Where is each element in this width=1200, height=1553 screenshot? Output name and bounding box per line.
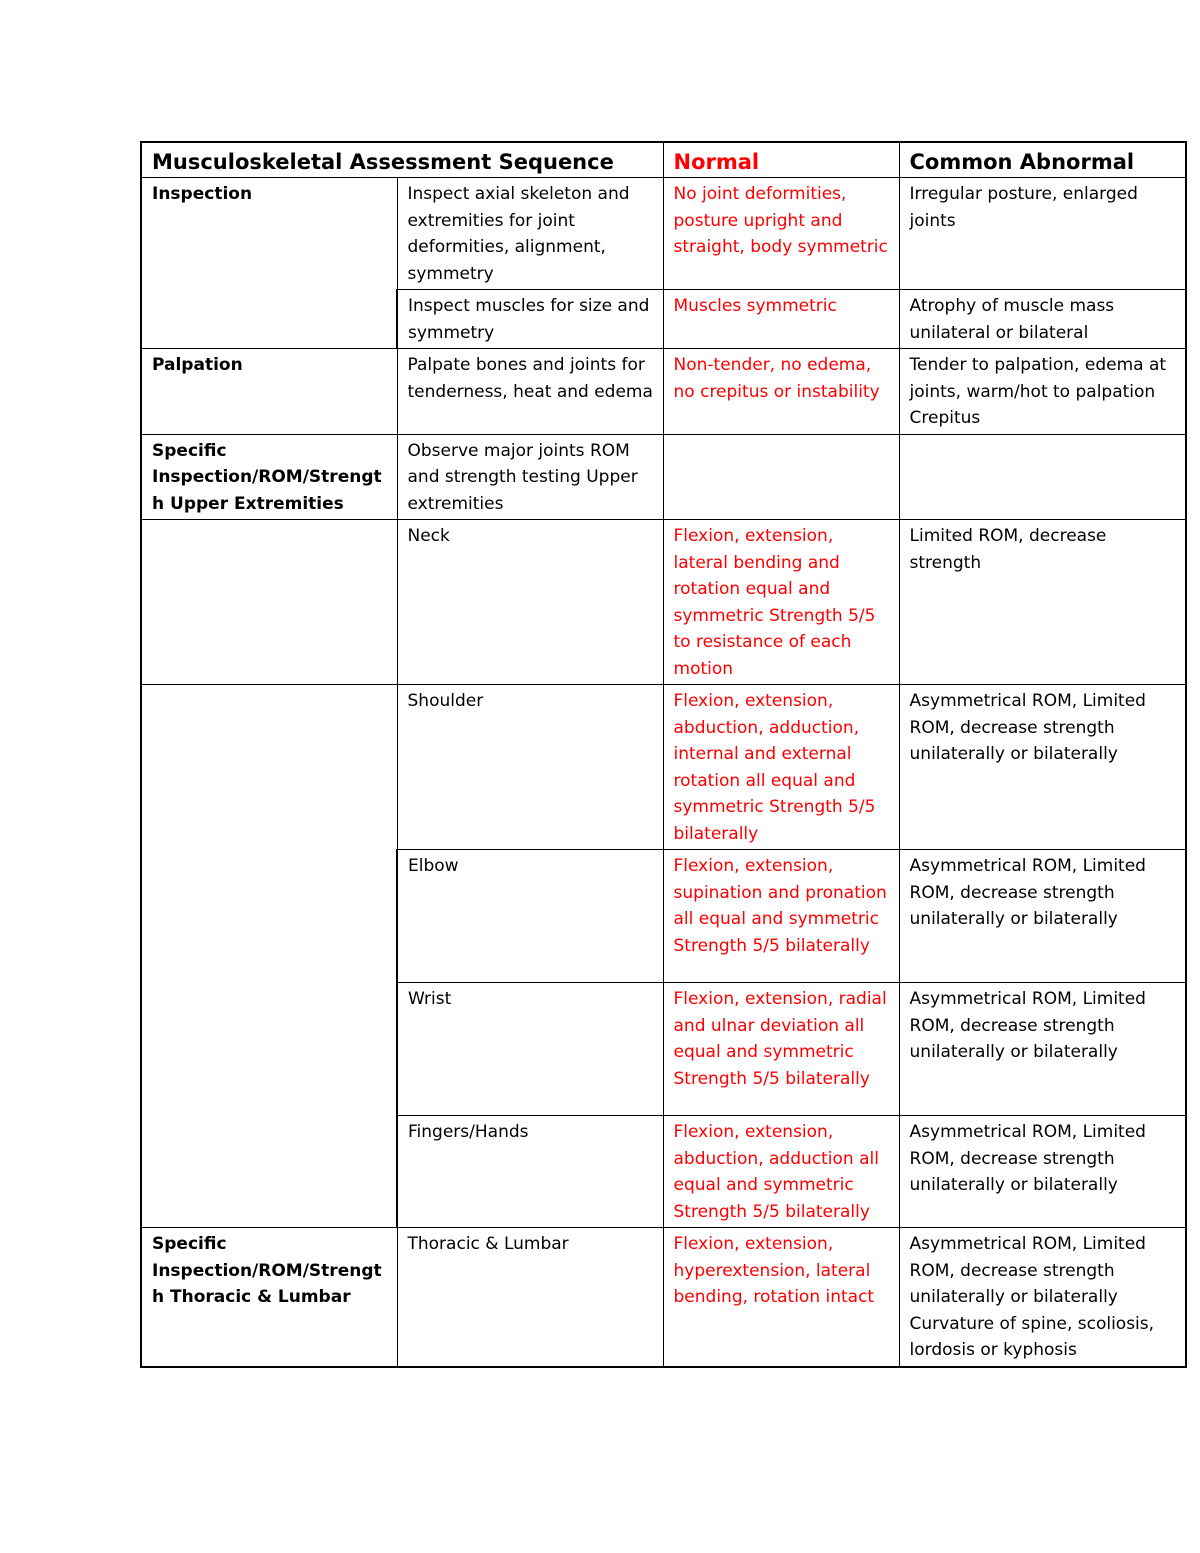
procedure-cell: Wrist bbox=[397, 983, 663, 1116]
section-label-palpation: Palpation bbox=[141, 349, 397, 435]
abnormal-cell: Asymmetrical ROM, Limited ROM, decrease strength unilaterally or bilaterally bbox=[899, 1116, 1186, 1228]
header-abnormal: Common Abnormal bbox=[899, 142, 1186, 178]
section-label-thoracic-lumbar: Specific Inspection/ROM/Strength Thoracic & Lumbar bbox=[141, 1228, 397, 1367]
procedure-cell: Observe major joints ROM and strength testing Upper extremities bbox=[397, 434, 663, 520]
header-sequence: Musculoskeletal Assessment Sequence bbox=[141, 142, 663, 178]
table-row bbox=[141, 178, 1186, 290]
section-label-inspection: Inspection bbox=[141, 178, 397, 349]
procedure-cell: Neck bbox=[397, 520, 663, 685]
procedure-cell: Inspect muscles for size and symmetry bbox=[397, 290, 663, 349]
normal-cell: Flexion, extension, supination and pronation all equal and symmetric Strength 5/5 bilaterally bbox=[663, 850, 899, 983]
section-label-upper-extremities: Specific Inspection/ROM/Strength Upper Extremities bbox=[141, 434, 397, 520]
procedure-cell: Inspect axial skeleton and extremities for joint deformities, alignment, symmetry bbox=[397, 178, 663, 290]
abnormal-cell: Tender to palpation, edema at joints, warm/hot to palpation Crepitus bbox=[899, 349, 1186, 435]
normal-cell: No joint deformities, posture upright and straight, body symmetric bbox=[663, 178, 899, 290]
section-label-empty bbox=[141, 685, 397, 1228]
abnormal-cell bbox=[899, 434, 1186, 520]
header-row bbox=[141, 142, 1186, 178]
table-row bbox=[141, 434, 1186, 520]
procedure-cell: Thoracic & Lumbar bbox=[397, 1228, 663, 1367]
table-row bbox=[141, 520, 1186, 685]
normal-cell bbox=[663, 434, 899, 520]
table-row bbox=[141, 685, 1186, 850]
section-label-empty bbox=[141, 520, 397, 685]
abnormal-cell: Asymmetrical ROM, Limited ROM, decrease strength unilaterally or bilaterally bbox=[899, 850, 1186, 983]
normal-cell: Flexion, extension, hyperextension, lateral bending, rotation intact bbox=[663, 1228, 899, 1367]
procedure-cell: Elbow bbox=[397, 850, 663, 983]
header-normal: Normal bbox=[663, 142, 899, 178]
normal-cell: Flexion, extension, abduction, adduction all equal and symmetric Strength 5/5 bilaterally bbox=[663, 1116, 899, 1228]
normal-cell: Non-tender, no edema, no crepitus or instability bbox=[663, 349, 899, 435]
normal-cell: Flexion, extension, lateral bending and rotation equal and symmetric Strength 5/5 to resistance of each motion bbox=[663, 520, 899, 685]
abnormal-cell: Asymmetrical ROM, Limited ROM, decrease strength unilaterally or bilaterally bbox=[899, 983, 1186, 1116]
abnormal-cell: Limited ROM, decrease strength bbox=[899, 520, 1186, 685]
table-row bbox=[141, 1228, 1186, 1367]
procedure-cell: Fingers/Hands bbox=[397, 1116, 663, 1228]
normal-cell: Flexion, extension, radial and ulnar deviation all equal and symmetric Strength 5/5 bilaterally bbox=[663, 983, 899, 1116]
procedure-cell: Palpate bones and joints for tenderness, heat and edema bbox=[397, 349, 663, 435]
normal-cell: Flexion, extension, abduction, adduction, internal and external rotation all equal and symmetric Strength 5/5 bilaterally bbox=[663, 685, 899, 850]
assessment-table bbox=[140, 141, 1187, 1368]
abnormal-cell: Atrophy of muscle mass unilateral or bilateral bbox=[899, 290, 1186, 349]
abnormal-cell: Irregular posture, enlarged joints bbox=[899, 178, 1186, 290]
abnormal-cell: Asymmetrical ROM, Limited ROM, decrease strength unilaterally or bilaterally Curvature of spine, scoliosis, lordosis or kyphosis bbox=[899, 1228, 1186, 1367]
normal-cell: Muscles symmetric bbox=[663, 290, 899, 349]
abnormal-cell: Asymmetrical ROM, Limited ROM, decrease strength unilaterally or bilaterally bbox=[899, 685, 1186, 850]
procedure-cell: Shoulder bbox=[397, 685, 663, 850]
table-row bbox=[141, 349, 1186, 435]
